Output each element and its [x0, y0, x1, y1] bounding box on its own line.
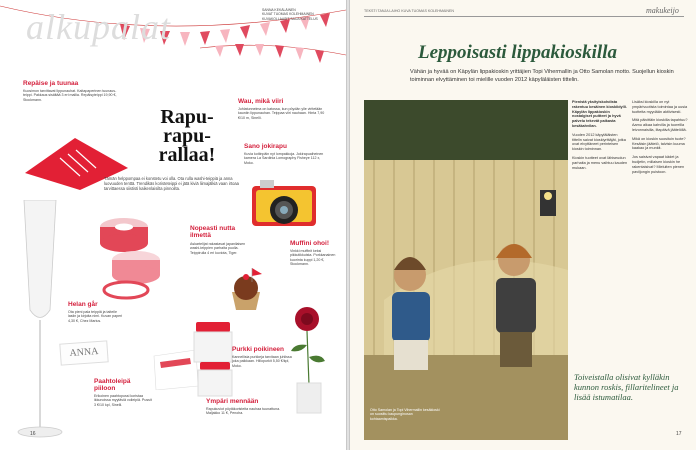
article-headline: Leppoisasti lippakioskilla [418, 42, 617, 63]
name-card [59, 340, 108, 365]
article-lead: Vähän ja hyvää on Käpylän lippakioskin yrittäjien Topi Vihermallin ja Otto Samolan motto. Suojellun kioskin toiminnan elvyttäminen toi mielille vuoden 2012 käpyläläisten tittelin. [410, 69, 674, 84]
paragraph: Mikä on kioskin suosituin tuote? Kesäisin jäätelö, talvisin kuuma kaakao ja munkit. [632, 136, 686, 151]
item-title: Purkki poikineen [232, 346, 285, 353]
rose-vase-photo [285, 305, 335, 415]
item-text: Erikoinen paahtopussi koristaa ikkunoissa myytäviä voileipiä. Pussit 3 €/10 kpl, Sinelli. [94, 394, 152, 407]
card-name: ANNA [69, 346, 99, 359]
cupcake-photo [226, 268, 266, 313]
item-title: Paahtoleipä piiloon [94, 378, 131, 392]
item-title: Wau, mikä viiri [238, 98, 284, 105]
item-title: Muffini ohoi! [290, 240, 329, 247]
item-title: Nopeasti nutta ilmettä [190, 225, 236, 239]
paragraph: Jos saisivat vapaat kädet ja budjetin, millaisen kioskin he rakentaisivat? Mieluiten pienen paviljongin puistoon. [632, 155, 685, 174]
item-text: Rapukuviot pöytäkoristeita nauhaa tuunattuna. Maljakko 11 €, Penoha. [206, 407, 281, 416]
item-text: Vinkki muffinit keksi pikkutikkuista. Porkkanainen kuorinta kuppi 1,20 €, Stockmann. [290, 249, 336, 267]
paragraph: Kioskin tuotteet ovat lähiseudun parhaita ja menu vaihtuu kauden mukaan. [572, 155, 628, 170]
right-page [350, 0, 696, 450]
item-title: Repäise ja tuunaa [23, 80, 79, 87]
headline: Rapu- rapu- rallaa! [158, 106, 216, 166]
item-text: Kannellisia purkkeja tarvitaan juhlissa joka paikkaan. Hillopurkit 5,50 €/kpl, Moko. [232, 355, 292, 368]
glass-photo [10, 200, 70, 450]
item-text: Kuosimon tarvittavat lippunauhat. Kaitapaperinen tuunaus-teippi. Pakkaus sisältää 3 eri mallia. Repäisyteippi 19,90 €, Stockmann. [23, 89, 117, 102]
paragraph: Mitä päivittäin kioskilla tapahtuu? Aamu alkaa kahvilla ja tuoreilla leivonnaisilla, iltapäivä jäätelöllä. [632, 118, 688, 132]
section-label: makukeijo [646, 6, 679, 15]
photo-caption: Otto Samolan ja Topi Vihermallin kesäkioski on suosittu kaupunginosan kohtaamispaikka. [370, 408, 440, 421]
section-title: alkupalat [26, 7, 171, 47]
item-text: Ota pieni pala teippiä ja taiteile lasiin ja kirjoita nimi. Kuvan paperi 4,30 €, Chez Marius. [68, 310, 123, 323]
item-text: Askartelijat rakastavat japanilaisen washi-teippien parhaita puolia. Teippirulla 4 eri kuviota, Tiger. [190, 242, 246, 255]
intro-text: Tämän helppompaa ei konstetu voi olla. Ota rulla washi-teippiä ja anna luovuuden tenttä. Trendikäs koristeteippi ei jätä kiviä liimajälkiä vaan irtoaa tarvittaessa siististi kaikenlaisilta pinnoilta. [104, 176, 239, 192]
page-number: 17 [676, 431, 682, 437]
washi-tape-photo [96, 205, 186, 305]
item-text: Kuvia kotiinpäin nyt lompakkoja. Jokirapuaiheinen kamera La Sardinia Lomography Fisheye 112 x, Moko. [244, 152, 324, 165]
header-credits: TEKSTI TANJA LAIHO KUVA TUOMAS KOLEHMAINEN [364, 9, 454, 13]
pull-quote: Toiveistalla olisivat kylläkin kunnon roskis, fillaritelineet ja lisää istumatilaa. [574, 372, 679, 402]
item-title: Sano jokirapu [244, 143, 287, 150]
item-title: Helan går [68, 301, 98, 308]
article-column-1 [572, 100, 628, 170]
camera-photo [250, 178, 318, 238]
credits: SANNA KEKÄLÄINEN KUVAT TUOMAS KOLEHMAINEN KUVAKOLLAASIT SAIJA KATTELUS [262, 8, 318, 21]
header-rule [364, 16, 684, 17]
item-title: Ympäri mennään [206, 398, 259, 405]
kiosk-photo [364, 100, 568, 440]
page-number: 16 [30, 431, 36, 437]
paragraph: Vuoden 2012 käpyläläisten tittelin saivat kioskiyrittäjät, jotka ovat elvyttäneet perinteisen kioskin toiminnan. [572, 132, 626, 152]
left-page [0, 0, 346, 450]
item-text: Juhlatunnelma on katossa, kun pöydän ylle viritetään kauniin lippunauhan. Teippaa viiri nauhaan. Hinta 7,90 €/10 m, Sinelli. [238, 107, 325, 120]
paragraph: Lisäksi kioskilla on nyt ympärivuotista toimintaa ja uusia tuotteita myydään aktiivisesti. [632, 100, 688, 114]
article-column-2 [632, 100, 690, 174]
paragraph: Pienistä yksityiskohdista rakentuu kesäinen kioskiidylli. Käpylän lippakioskin nostalgiset puitteet ja hyvä palvelu tekevät paikasta kesäkahvilan. [572, 100, 627, 128]
